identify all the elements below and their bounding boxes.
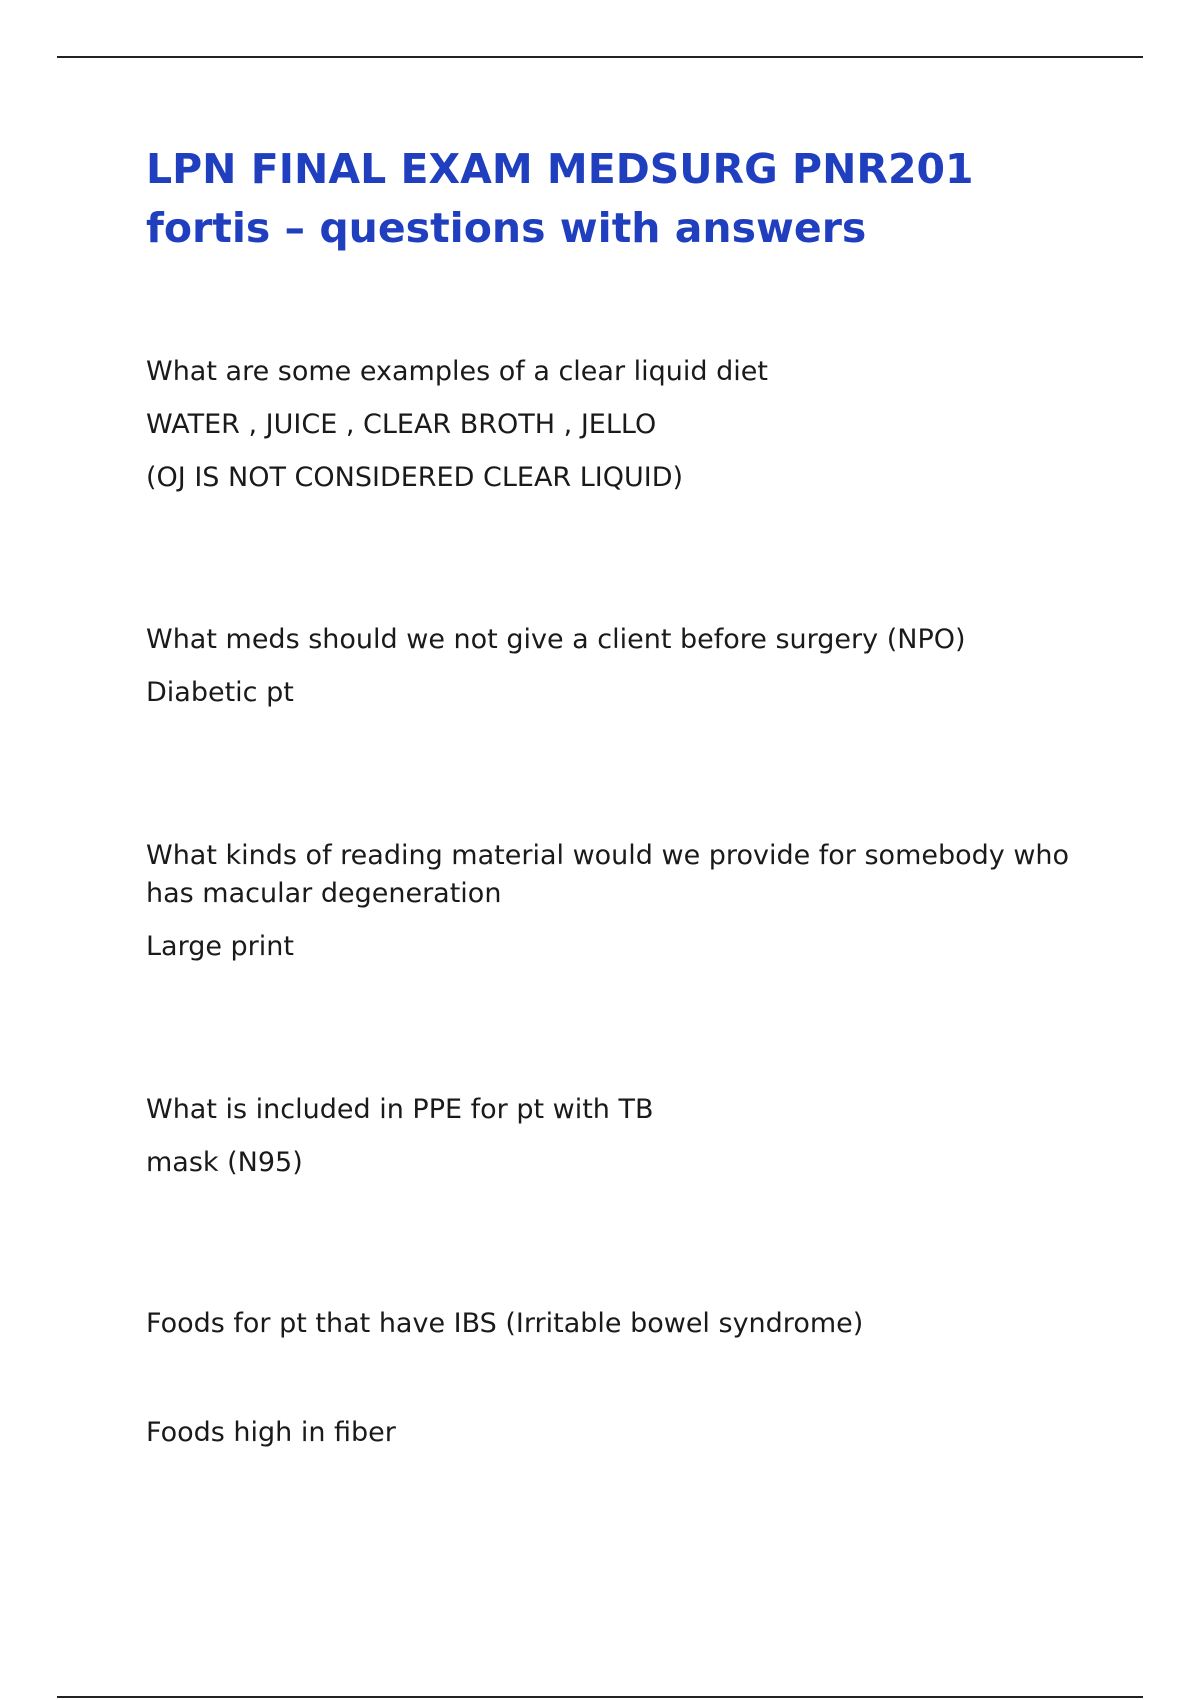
answer-text: Foods high in fiber: [146, 1417, 396, 1448]
answer-text: mask (N95): [146, 1147, 303, 1178]
question-text: What meds should we not give a client before surgery (NPO): [146, 624, 966, 655]
answer-text: (OJ IS NOT CONSIDERED CLEAR LIQUID): [146, 462, 684, 493]
header-rule: [57, 56, 1143, 58]
qa-item-npo-meds: [146, 621, 1106, 727]
footer-rule: [57, 1696, 1143, 1698]
qa-item-macular-degeneration: [146, 837, 1106, 981]
question-text: What are some examples of a clear liquid diet: [146, 356, 768, 387]
qa-item-ibs-answer: [146, 1414, 1106, 1467]
answer-text: Large print: [146, 931, 294, 962]
answer-text: WATER , JUICE , CLEAR BROTH , JELLO: [146, 409, 657, 440]
document-title: LPN FINAL EXAM MEDSURG PNR201 fortis – questions with answers: [146, 145, 974, 252]
answer-text: Diabetic pt: [146, 677, 294, 708]
question-text: What is included in PPE for pt with TB: [146, 1094, 654, 1125]
question-text: What kinds of reading material would we provide for somebody who has macular degeneration: [146, 840, 1070, 909]
qa-item-ibs-question: [146, 1305, 1106, 1358]
qa-item-clear-liquid-diet: [146, 353, 1106, 512]
qa-item-tb-ppe: [146, 1091, 1106, 1197]
question-text: Foods for pt that have IBS (Irritable bowel syndrome): [146, 1308, 864, 1339]
